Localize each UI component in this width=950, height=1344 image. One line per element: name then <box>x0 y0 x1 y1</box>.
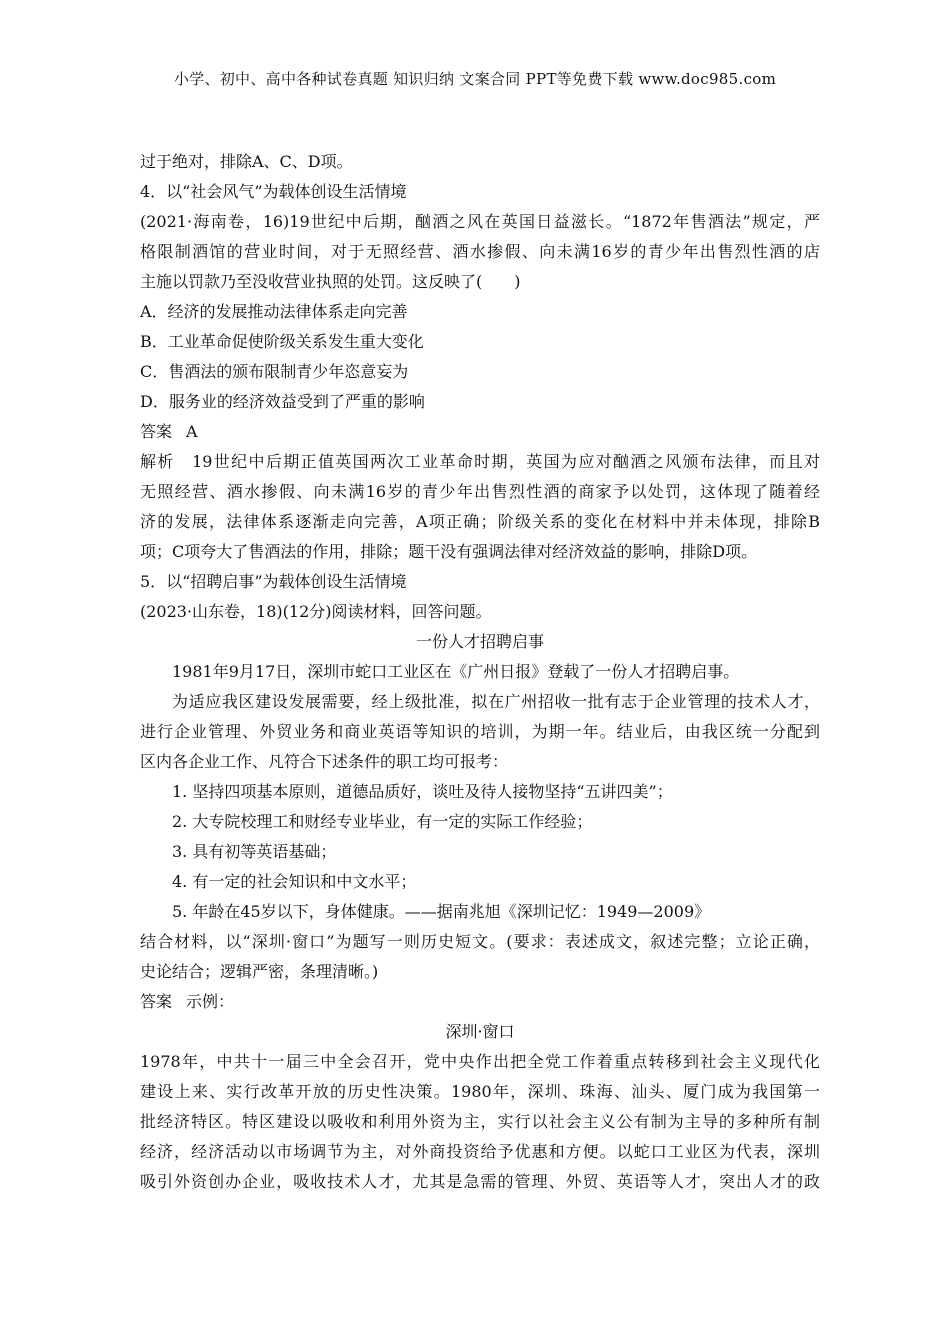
essay-line: 建设上来、实行改革开放的历史性决策。1980年，深圳、珠海、汕头、厦门成为我国第一 <box>140 1082 820 1101</box>
notice-body <box>140 687 820 777</box>
notice-condition: 2. 大专院校理工和财经专业毕业，有一定的实际工作经验； <box>172 812 593 831</box>
notice-title: 一份人才招聘启事 <box>415 632 544 651</box>
essay-line: 批经济特区。特区建设以吸收和利用外资为主，实行以社会主义公有制为主导的多种所有制 <box>140 1112 820 1131</box>
q4-option-a: A．经济的发展推动法律体系走向完善 <box>140 302 408 321</box>
essay-body <box>140 1047 820 1197</box>
essay-line: 吸引外资创办企业，吸收技术人才，尤其是急需的管理、外贸、英语等人才，突出人才的政 <box>140 1172 820 1191</box>
q4-analysis <box>140 447 820 567</box>
notice-intro: 1981年9月17日，深圳市蛇口工业区在《广州日报》登载了一份人才招聘启事。 <box>172 662 740 681</box>
q4-stem-line: 主施以罚款乃至没收营业执照的处罚。这反映了( ) <box>140 272 521 291</box>
notice-condition: 1. 坚持四项基本原则，道德品质好，谈吐及待人接物坚持“五讲四美”； <box>172 782 673 801</box>
q5-answer-label: 答案 <box>140 992 173 1011</box>
essay-title: 深圳·窗口 <box>445 1022 515 1041</box>
q5-task-line: 结合材料，以“深圳·窗口”为题写一则历史短文。(要求：表述成文，叙述完整；立论正确， <box>140 932 820 951</box>
q5-title: 5．以“招聘启事”为载体创设生活情境 <box>140 572 407 591</box>
essay-line: 1978年，中共十一届三中全会召开，党中央作出把全党工作着重点转移到社会主义现代化 <box>140 1052 820 1071</box>
q4-title: 4．以“社会风气”为载体创设生活情境 <box>140 182 407 201</box>
q4-analysis-line: 无照经营、酒水掺假、向未满16岁的青少年出售烈性酒的商家予以处罚，这体现了随着经 <box>140 482 820 501</box>
page-header: 小学、初中、高中各种试卷真题 知识归纳 文案合同 PPT等免费下载 www.doc985.com <box>173 70 777 88</box>
document-body <box>140 147 820 1197</box>
q4-option-c: C．售酒法的颁布限制青少年恣意妄为 <box>140 362 409 381</box>
q4-analysis-line: 济的发展，法律体系逐渐走向完善，A项正确；阶级关系的变化在材料中并未体现，排除B <box>140 512 820 531</box>
notice-body-line: 区内各企业工作、凡符合下述条件的职工均可报考： <box>140 752 509 771</box>
q4-answer-value: A <box>186 422 198 441</box>
q4-stem <box>140 207 820 297</box>
q5-task-line: 史论结合；逻辑严密，条理清晰。) <box>140 962 379 981</box>
q5-answer-note: 示例： <box>186 992 235 1011</box>
q4-stem-line: 格限制酒馆的营业时间，对于无照经营、酒水掺假、向未满16岁的青少年出售烈性酒的店 <box>140 242 820 261</box>
q5-answer <box>140 987 820 1017</box>
notice-condition: 5. 年龄在45岁以下，身体健康。——据南兆旭《深圳记忆：1949—2009》 <box>172 902 711 921</box>
notice-body-line: 进行企业管理、外贸业务和商业英语等知识的培训，为期一年。结业后，由我区统一分配到 <box>140 722 820 741</box>
q4-answer <box>140 417 820 447</box>
q5-task <box>140 927 820 987</box>
q4-option-b: B．工业革命促使阶级关系发生重大变化 <box>140 332 424 351</box>
q4-answer-label: 答案 <box>140 422 173 441</box>
q5-source: (2023·山东卷，18)(12分)阅读材料，回答问题。 <box>140 602 492 621</box>
essay-line: 经济，经济活动以市场调节为主，对外商投资给予优惠和方便。以蛇口工业区为代表，深圳 <box>140 1142 820 1161</box>
notice-body-line: 为适应我区建设发展需要，经上级批准，拟在广州招收一批有志于企业管理的技术人才， <box>172 692 820 711</box>
previous-answer-tail: 过于绝对，排除A、C、D项。 <box>140 152 353 171</box>
q4-analysis-line: 项；C项夸大了售酒法的作用，排除；题干没有强调法律对经济效益的影响，排除D项。 <box>140 542 758 561</box>
q4-option-d: D．服务业的经济效益受到了严重的影响 <box>140 392 425 411</box>
q4-stem-line: (2021·海南卷，16)19世纪中后期，酗酒之风在英国日益滋长。“1872年售酒法”规定，严 <box>140 212 820 231</box>
q4-analysis-line: 解析 19世纪中后期正值英国两次工业革命时期，英国为应对酗酒之风颁布法律，而且对 <box>140 452 820 471</box>
notice-condition: 4. 有一定的社会知识和中文水平； <box>172 872 417 891</box>
notice-condition: 3. 具有初等英语基础； <box>172 842 337 861</box>
